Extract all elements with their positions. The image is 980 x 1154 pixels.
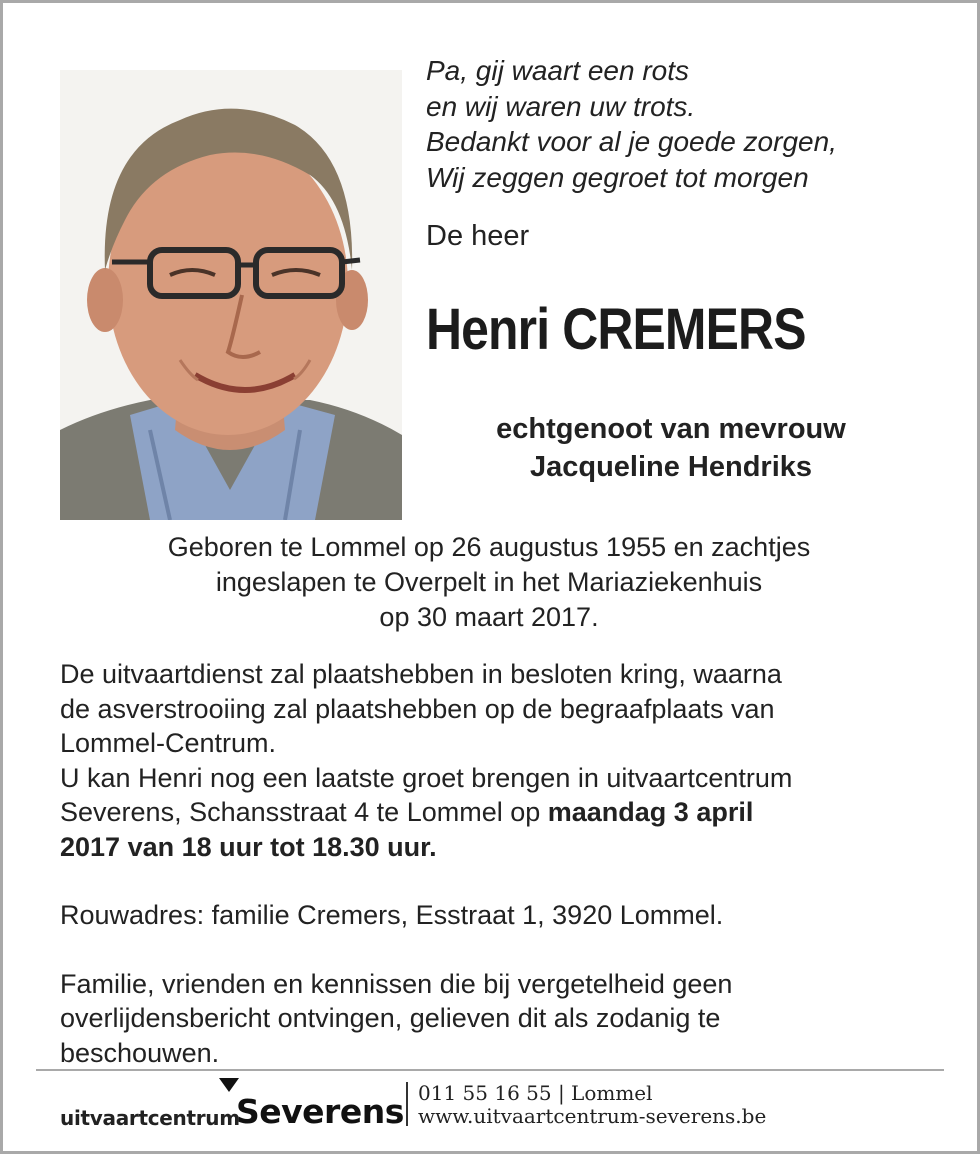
spouse-block	[426, 410, 916, 486]
footer-brand-small: uitvaartcentrum	[60, 1106, 240, 1130]
footer-separator	[406, 1082, 408, 1126]
greeting-line: U kan Henri nog een laatste groet brengen in uitvaartcentrum	[60, 762, 793, 793]
born-line: ingeslapen te Overpelt in het Mariaziekenhuis	[215, 567, 763, 597]
title-prefix: De heer	[426, 220, 530, 252]
service-line: Lommel-Centrum.	[60, 728, 277, 758]
birth-death-info	[60, 530, 918, 635]
service-line: de asverstrooiing zal plaatshebben op de begraafplaats van	[60, 693, 775, 724]
born-line: Geboren te Lommel op 26 augustus 1955 en zachtjes	[167, 532, 811, 562]
poem-line: Bedankt voor al je goede zorgen,	[426, 126, 837, 157]
footer-phone: 011 55 16 55 | Lommel	[418, 1081, 653, 1105]
poem-line: Wij zeggen gegroet tot morgen	[426, 161, 809, 193]
closing-paragraph	[60, 967, 940, 1071]
poem-line: Pa, gij waart een rots	[426, 55, 690, 86]
service-line: De uitvaartdienst zal plaatshebben in besloten kring, waarna	[60, 659, 782, 689]
closing-line: Familie, vrienden en kennissen die bij vergetelheid geen	[60, 968, 733, 999]
greeting-line: Severens, Schansstraat 4 te Lommel op	[60, 797, 548, 827]
poem-line: en wij waren uw trots.	[426, 90, 696, 122]
footer-contact	[418, 1082, 766, 1128]
mourning-address: Rouwadres: familie Cremers, Esstraat 1, 3920 Lommel.	[60, 900, 724, 930]
memorial-poem	[426, 53, 837, 195]
footer-divider	[36, 1069, 944, 1071]
spouse-name: Jacqueline Hendriks	[529, 451, 813, 483]
portrait-illustration	[60, 70, 402, 520]
visitation-date: maandag 3 april	[547, 797, 754, 827]
visitation-time: 2017 van 18 uur tot 18.30 uur.	[60, 831, 437, 862]
born-line: op 30 maart 2017.	[379, 602, 599, 632]
service-paragraph	[60, 657, 940, 864]
funeral-details	[60, 657, 940, 1070]
closing-line: overlijdensbericht ontvingen, gelieven dit als zodanig te	[60, 1003, 721, 1033]
deceased-name: Henri CREMERS	[426, 297, 806, 362]
brand-triangle-icon	[219, 1078, 239, 1092]
portrait-photo	[60, 70, 402, 520]
footer-brand-name: Severens	[236, 1092, 404, 1131]
closing-line: beschouwen.	[60, 1037, 220, 1068]
footer-website[interactable]: www.uitvaartcentrum-severens.be	[418, 1104, 767, 1128]
spouse-relation: echtgenoot van mevrouw	[496, 413, 846, 445]
